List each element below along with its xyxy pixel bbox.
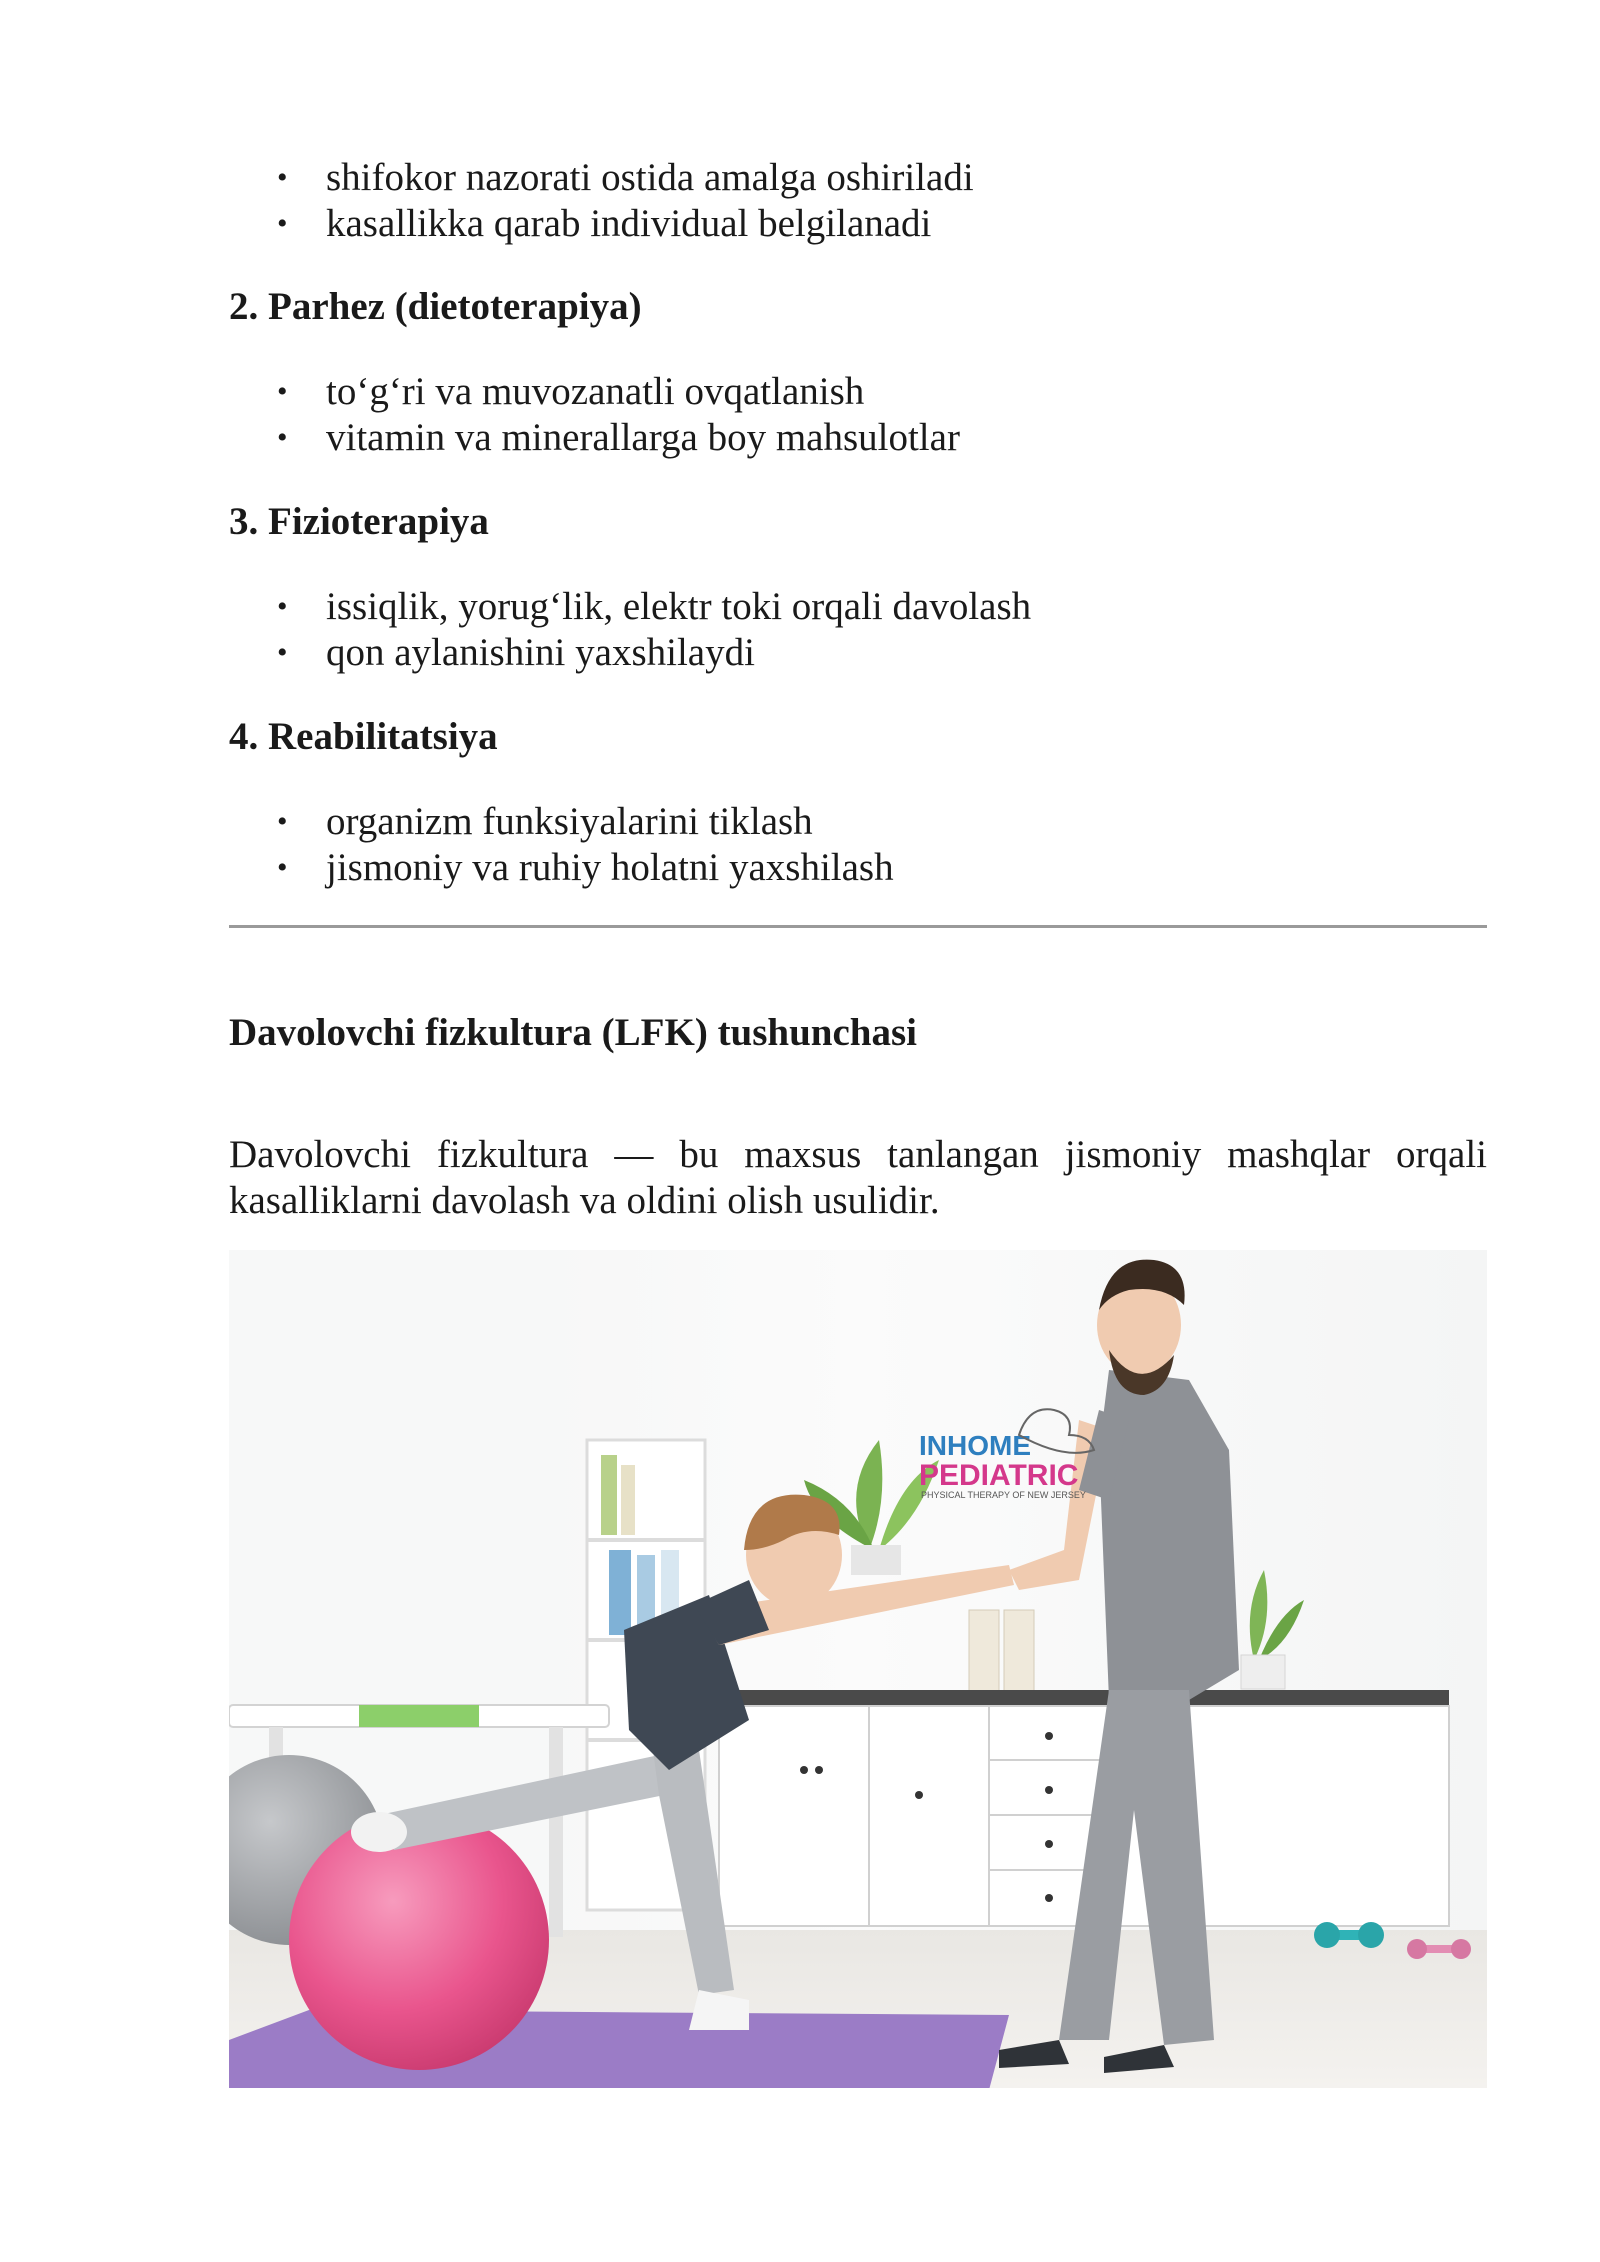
list-item: • vitamin va minerallarga boy mahsulotlar [277, 416, 960, 459]
list-item: • qon aylanishini yaxshilaydi [277, 631, 755, 674]
list-item: • jismoniy va ruhiy holatni yaxshilash [277, 846, 894, 889]
bullet-icon: • [277, 161, 288, 194]
bullet-icon: • [277, 636, 288, 669]
bullet-icon: • [277, 207, 288, 240]
lfk-paragraph: Davolovchi fizkultura — bu maxsus tanlangan jismoniy mashqlar orqali kasalliklarni davolash va oldini olish usulidir. [229, 1133, 1487, 1222]
file-box [1004, 1610, 1034, 1692]
bullet-icon: • [277, 805, 288, 838]
bullet-icon: • [277, 375, 288, 408]
logo-line2: PEDIATRIC [919, 1459, 1079, 1492]
list-item: • issiqlik, yorug‘lik, elektr toki orqali davolash [277, 585, 1032, 628]
lfk-heading: Davolovchi fizkultura (LFK) tushunchasi [229, 1011, 918, 1054]
section-heading-fizioterapiya: 3. Fizioterapiya [229, 500, 489, 543]
bullet-icon: • [277, 851, 288, 884]
list-item: • kasallikka qarab individual belgilanadi [277, 202, 932, 245]
section-bullet-list [229, 799, 1487, 891]
file-box [969, 1610, 999, 1692]
section-bullet-list [229, 369, 1487, 461]
logo-line1: INHOME [919, 1430, 1031, 1461]
logo-line3: PHYSICAL THERAPY OF NEW JERSEY [921, 1490, 1086, 1500]
therapy-photo [229, 1250, 1487, 2088]
intro-bullet-list [229, 155, 1487, 247]
bullet-icon: • [277, 421, 288, 454]
section-heading-parhez: 2. Parhez (dietoterapiya) [229, 285, 642, 328]
bullet-icon: • [277, 590, 288, 623]
list-item: • to‘g‘ri va muvozanatli ovqatlanish [277, 370, 865, 413]
horizontal-divider [229, 925, 1487, 928]
pink-exercise-ball [289, 1810, 549, 2070]
list-item: • organizm funksiyalarini tiklash [277, 800, 813, 843]
section-bullet-list [229, 584, 1487, 676]
list-item: • shifokor nazorati ostida amalga oshiriladi [277, 156, 974, 199]
section-heading-reabilitatsiya: 4. Reabilitatsiya [229, 715, 498, 758]
